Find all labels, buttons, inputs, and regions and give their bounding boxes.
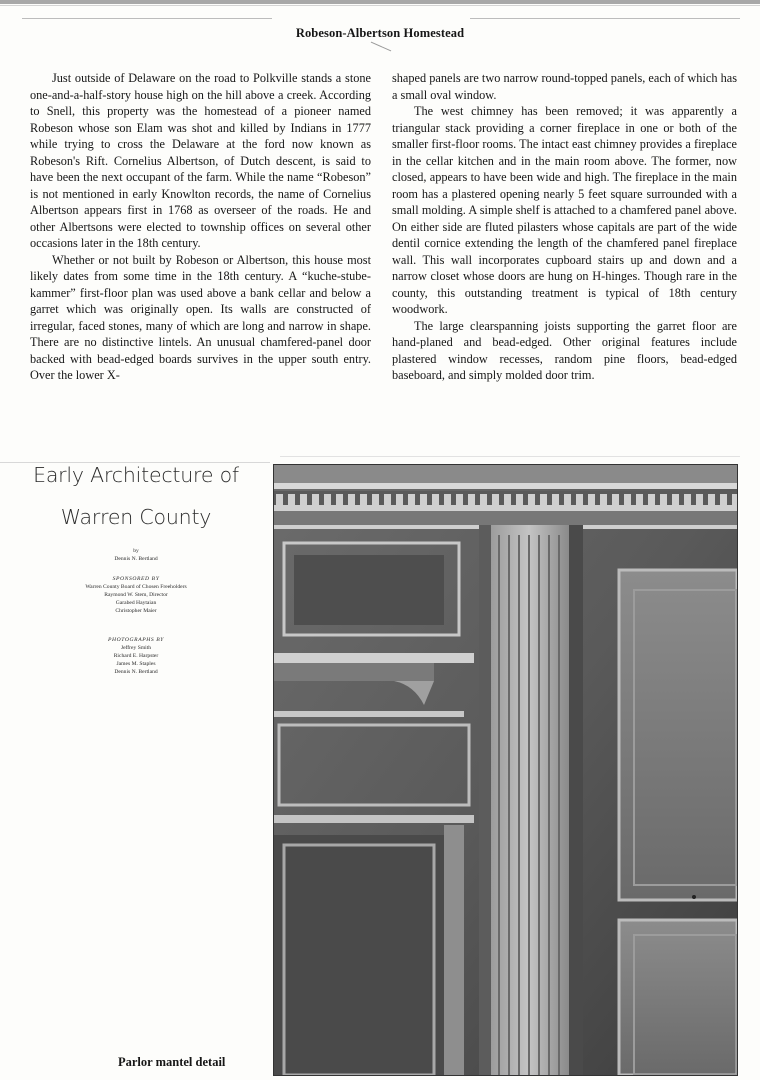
top-edge-line [0,5,760,6]
article-paragraph: Just outside of Delaware on the road to Polkville stands a stone one-and-a-half-story house high on the hill above a creek. According to Snell, this property was the homestead of a pioneer named Robeson whose son Elam was shot and killed by Indians in 1777 while trying to cross the Delaware at the ford now known as Robeson's Rift. Cornelius Albertson, of Dutch descent, is said to have been the next occupant of the farm. While the name “Robeson” is not mentioned in early Knowlton records, the name of Cornelius Albertson appears first in 1768 as overseer of the roads. He and other Albertsons were elected to township offices on several other occasions later in the 18th century. [30,71,371,250]
book-title-line2: Warren County [60,505,212,529]
article-paragraph: shaped panels are two narrow round-topped panels, each of which has a small oval window. [392,71,737,102]
sponsor-line: Raymond W. Stem, Director [104,592,168,598]
mantel-photo [273,464,738,1076]
photographs-label: PHOTOGRAPHS BY [108,637,164,643]
photographer-line: Jeffrey Smith [120,645,152,651]
photographer-line: Richard E. Harpster [113,653,159,659]
book-title-line1: Early Architecture of [33,463,239,487]
article-right-column [392,70,737,384]
sponsor-line: Christopher Maier [115,608,157,614]
sponsor-line: Garabed Haytaian [115,600,157,606]
divider-rule [280,456,740,457]
header-rule-right [470,18,740,19]
photographer-line: James M. Staples [116,661,156,667]
header-rule-left [22,18,272,19]
page-title: Robeson-Albertson Homestead [295,26,465,40]
article-paragraph: The large clearspanning joists supporting the garret floor are hand-planed and bead-edged. Other original features include plastered window recesses, random pine floors, bead-edged baseboard, and simply molded door trim. [392,318,737,382]
mantel-photo-image [274,465,737,1075]
photographer-line: Dennis N. Bertland [114,669,158,675]
book-by: by [133,548,139,554]
article-paragraph: Whether or not built by Robeson or Albertson, this house most likely dates from some time in the 18th century. A “kuche-stube-kammer” first-floor plan was used above a bank cellar and below a garret which was originally open. Its walls are constructed of irregular, faced stones, many of which are long and narrow in shape. There are no distinctive lintels. An unusual chamfered-panel door backed with bead-edged boards survives in the upper south entry. Over the lower X- [30,252,371,382]
book-author: Dennis N. Bertland [114,556,158,562]
photo-caption: Parlor mantel detail [118,1055,226,1069]
top-edge [0,0,760,4]
article-left-column [30,70,371,384]
article-paragraph: The west chimney has been removed; it was apparently a triangular stack providing a corner fireplace in one or both of the smaller first-floor rooms. The intact east chimney provides a fireplace in the cellar kitchen and in the main room above. The former, now closed, appears to have been wide and high. The fireplace in the main room has a plastered opening nearly 5 feet square surrounded with a small molding. A simple shelf is attached to a chamfered panel above. On either side are fluted pilasters whose capitals are part of the wide dentil cornice extending the length of the chamfered panel fireplace wall. This wall incorporates cupboard stairs up and down and a narrow closet whose doors are hung on H-hinges. Though rare in the county, this outstanding treatment is typical of 18th century woodwork. [392,104,737,316]
sponsored-label: SPONSORED BY [112,576,160,582]
sponsor-line: Warren County Board of Chosen Freeholders [85,584,187,590]
header-mark [371,42,392,52]
